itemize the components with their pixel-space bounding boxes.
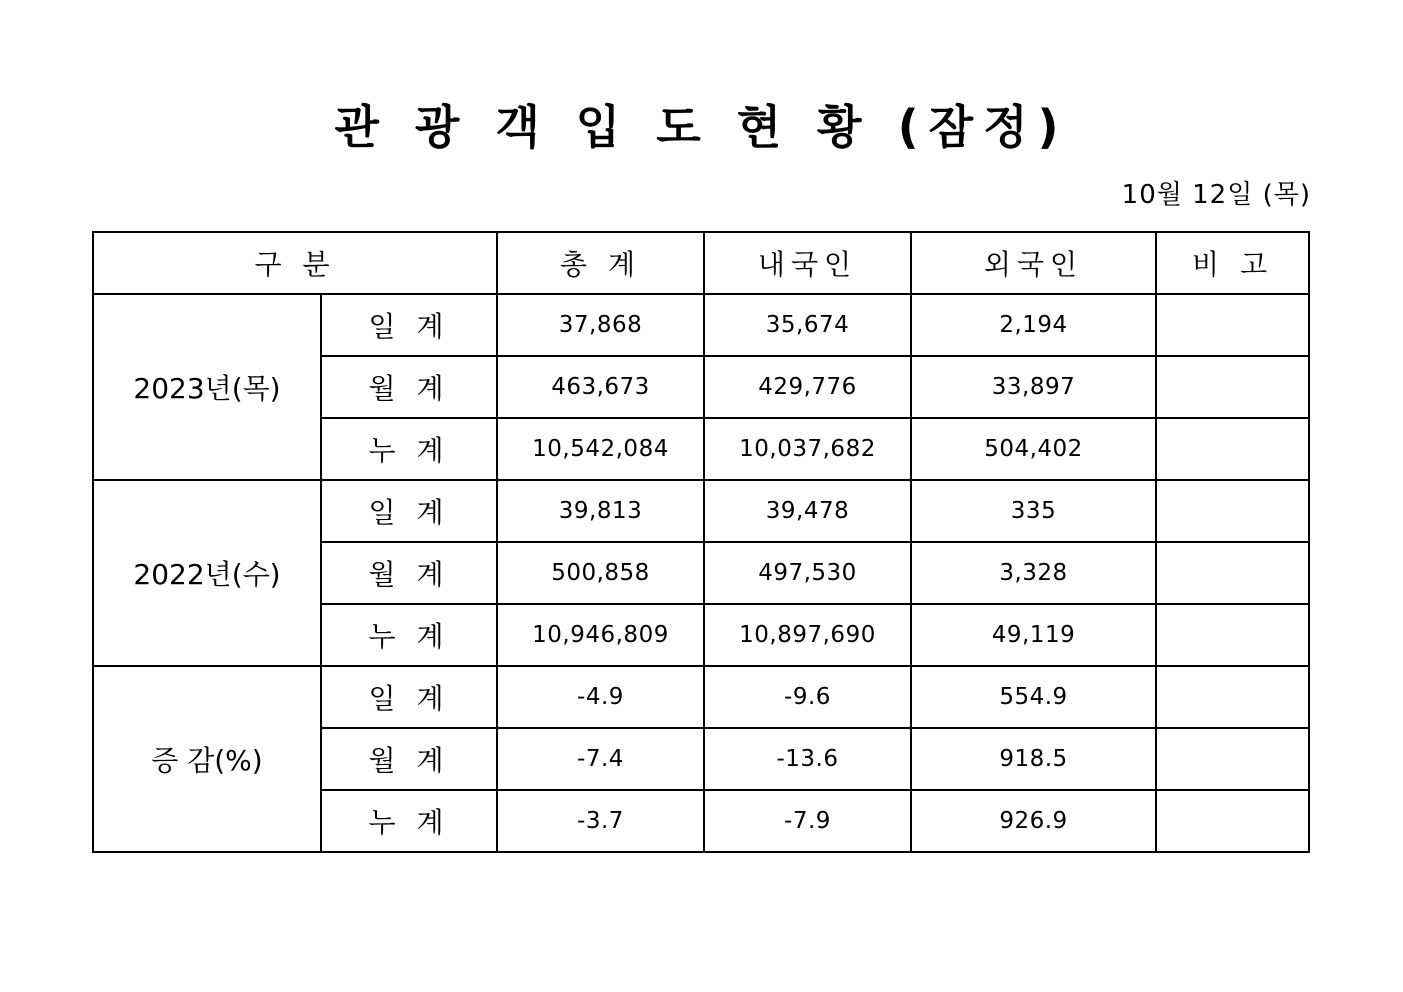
column-header-total: 총 계 [497,232,704,294]
table-row [93,480,1309,542]
cell-total: -3.7 [497,790,704,852]
cell-domestic: 429,776 [704,356,911,418]
cell-total: 37,868 [497,294,704,356]
row-label-monthly: 월 계 [321,356,497,418]
cell-total: 10,542,084 [497,418,704,480]
cell-domestic: 10,037,682 [704,418,911,480]
table-header-row [93,232,1309,294]
report-date: 10월 12일 (목) [1121,180,1311,210]
table-container [0,231,1403,853]
cell-total: -4.9 [497,666,704,728]
row-label-cumulative: 누 계 [321,790,497,852]
row-label-daily: 일 계 [321,480,497,542]
table-header [93,232,1309,294]
row-group-2023: 2023년(목) [93,294,321,480]
cell-note [1156,480,1309,542]
cell-total: 10,946,809 [497,604,704,666]
cell-total: 463,673 [497,356,704,418]
page-title: 관 광 객 입 도 현 황 (잠정) [334,100,1069,154]
cell-note [1156,542,1309,604]
cell-domestic: -13.6 [704,728,911,790]
cell-domestic: -7.9 [704,790,911,852]
column-header-note: 비 고 [1156,232,1309,294]
cell-foreign: 554.9 [911,666,1156,728]
column-header-foreign: 외국인 [911,232,1156,294]
cell-foreign: 2,194 [911,294,1156,356]
row-label-daily: 일 계 [321,666,497,728]
column-header-category: 구 분 [93,232,497,294]
cell-note [1156,356,1309,418]
row-label-cumulative: 누 계 [321,418,497,480]
cell-foreign: 33,897 [911,356,1156,418]
cell-foreign: 49,119 [911,604,1156,666]
cell-domestic: 497,530 [704,542,911,604]
cell-note [1156,418,1309,480]
table-row [93,294,1309,356]
cell-total: 500,858 [497,542,704,604]
cell-note [1156,666,1309,728]
tourist-arrivals-table [92,231,1310,853]
column-header-domestic: 내국인 [704,232,911,294]
row-label-monthly: 월 계 [321,542,497,604]
cell-domestic: -9.6 [704,666,911,728]
row-group-2022: 2022년(수) [93,480,321,666]
cell-domestic: 39,478 [704,480,911,542]
table-body [93,294,1309,852]
table-row [93,666,1309,728]
cell-domestic: 35,674 [704,294,911,356]
row-label-monthly: 월 계 [321,728,497,790]
cell-foreign: 918.5 [911,728,1156,790]
cell-note [1156,604,1309,666]
cell-foreign: 3,328 [911,542,1156,604]
row-label-daily: 일 계 [321,294,497,356]
cell-foreign: 926.9 [911,790,1156,852]
cell-domestic: 10,897,690 [704,604,911,666]
row-label-cumulative: 누 계 [321,604,497,666]
cell-note [1156,790,1309,852]
cell-note [1156,728,1309,790]
cell-foreign: 335 [911,480,1156,542]
cell-total: -7.4 [497,728,704,790]
cell-total: 39,813 [497,480,704,542]
cell-foreign: 504,402 [911,418,1156,480]
cell-note [1156,294,1309,356]
row-group-change: 증 감(%) [93,666,321,852]
